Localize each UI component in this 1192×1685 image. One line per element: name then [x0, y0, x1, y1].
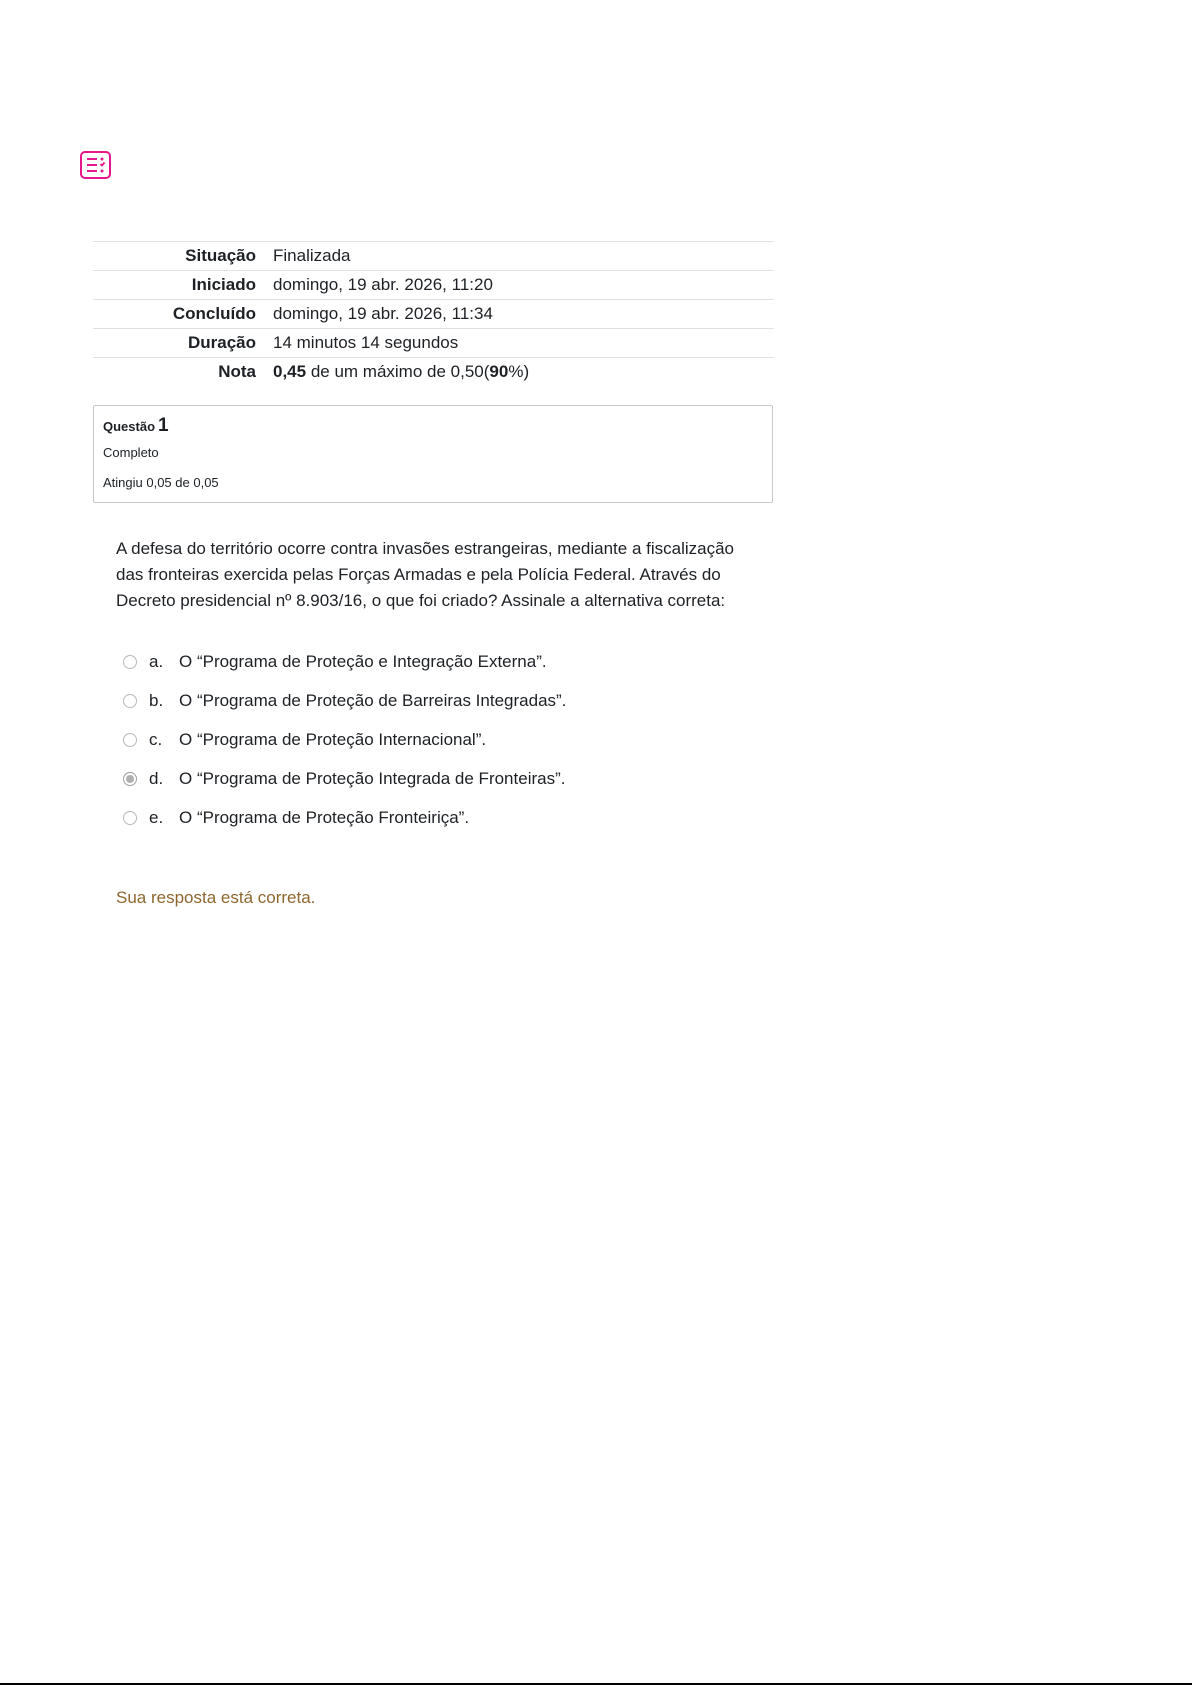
- answer-feedback: Sua resposta está correta.: [116, 888, 316, 907]
- answer-text: O “Programa de Proteção Internacional”.: [179, 729, 487, 749]
- answer-letter: b.: [149, 690, 164, 710]
- answer-text: O “Programa de Proteção Fronteiriça”.: [179, 807, 470, 827]
- quiz-icon: [80, 151, 111, 179]
- question-state: Completo: [103, 445, 159, 460]
- summary-row-duration: [93, 329, 774, 358]
- summary-label: Nota: [218, 362, 256, 382]
- summary-row-started: [93, 271, 774, 300]
- answer-text: O “Programa de Proteção e Integração Externa”.: [179, 651, 547, 671]
- answer-letter: d.: [149, 768, 164, 788]
- answer-letter: a.: [149, 651, 164, 671]
- summary-grade-value: [273, 358, 774, 387]
- answer-letter: e.: [149, 807, 164, 827]
- answer-option-a[interactable]: [123, 642, 773, 681]
- radio-button[interactable]: [123, 733, 137, 747]
- summary-label: Situação: [185, 246, 256, 265]
- question-number-line: [103, 412, 763, 440]
- radio-button[interactable]: [123, 655, 137, 669]
- grade-score: 0,45: [273, 362, 307, 382]
- answer-option-b[interactable]: [123, 681, 773, 720]
- answer-text: O “Programa de Proteção Integrada de Fronteiras”.: [179, 768, 566, 788]
- answer-text: O “Programa de Proteção de Barreiras Integradas”.: [179, 690, 567, 710]
- question-info-box: [93, 405, 773, 503]
- summary-label: Iniciado: [191, 275, 256, 294]
- question-label: Questão: [103, 419, 156, 434]
- answer-option-e[interactable]: [123, 798, 773, 837]
- summary-label: Concluído: [172, 304, 256, 323]
- summary-value: Finalizada: [273, 246, 351, 265]
- question-text: A defesa do território ocorre contra invasões estrangeiras, mediante a fiscalização das fronteiras exercida pelas Forças Armadas e pela Polícia Federal. Através do Decreto presidencial nº 8.903/16, o que foi criado? Assinale a alternativa correta:: [116, 539, 734, 610]
- summary-row-completed: [93, 300, 774, 329]
- answer-options: [123, 642, 773, 837]
- radio-button-selected[interactable]: [123, 772, 137, 786]
- radio-button[interactable]: [123, 811, 137, 825]
- attempt-summary-table: [93, 241, 774, 387]
- grade-middle: de um máximo de 0,50(: [306, 362, 490, 382]
- grade-percent: 90: [489, 362, 509, 382]
- grade-suffix: %): [508, 362, 530, 382]
- question-number: 1: [158, 415, 169, 436]
- summary-row-grade: [93, 358, 774, 387]
- summary-value: domingo, 19 abr. 2026, 11:34: [273, 304, 493, 323]
- answer-option-d[interactable]: [123, 759, 773, 798]
- answer-option-c[interactable]: [123, 720, 773, 759]
- answer-letter: c.: [149, 729, 163, 749]
- summary-row-status: [93, 242, 774, 271]
- question-grade: Atingiu 0,05 de 0,05: [103, 475, 219, 490]
- summary-label: Duração: [187, 333, 256, 352]
- radio-button[interactable]: [123, 694, 137, 708]
- quiz-icon-graphic: [80, 151, 111, 179]
- summary-value: 14 minutos 14 segundos: [273, 333, 459, 352]
- summary-value: domingo, 19 abr. 2026, 11:20: [273, 275, 493, 294]
